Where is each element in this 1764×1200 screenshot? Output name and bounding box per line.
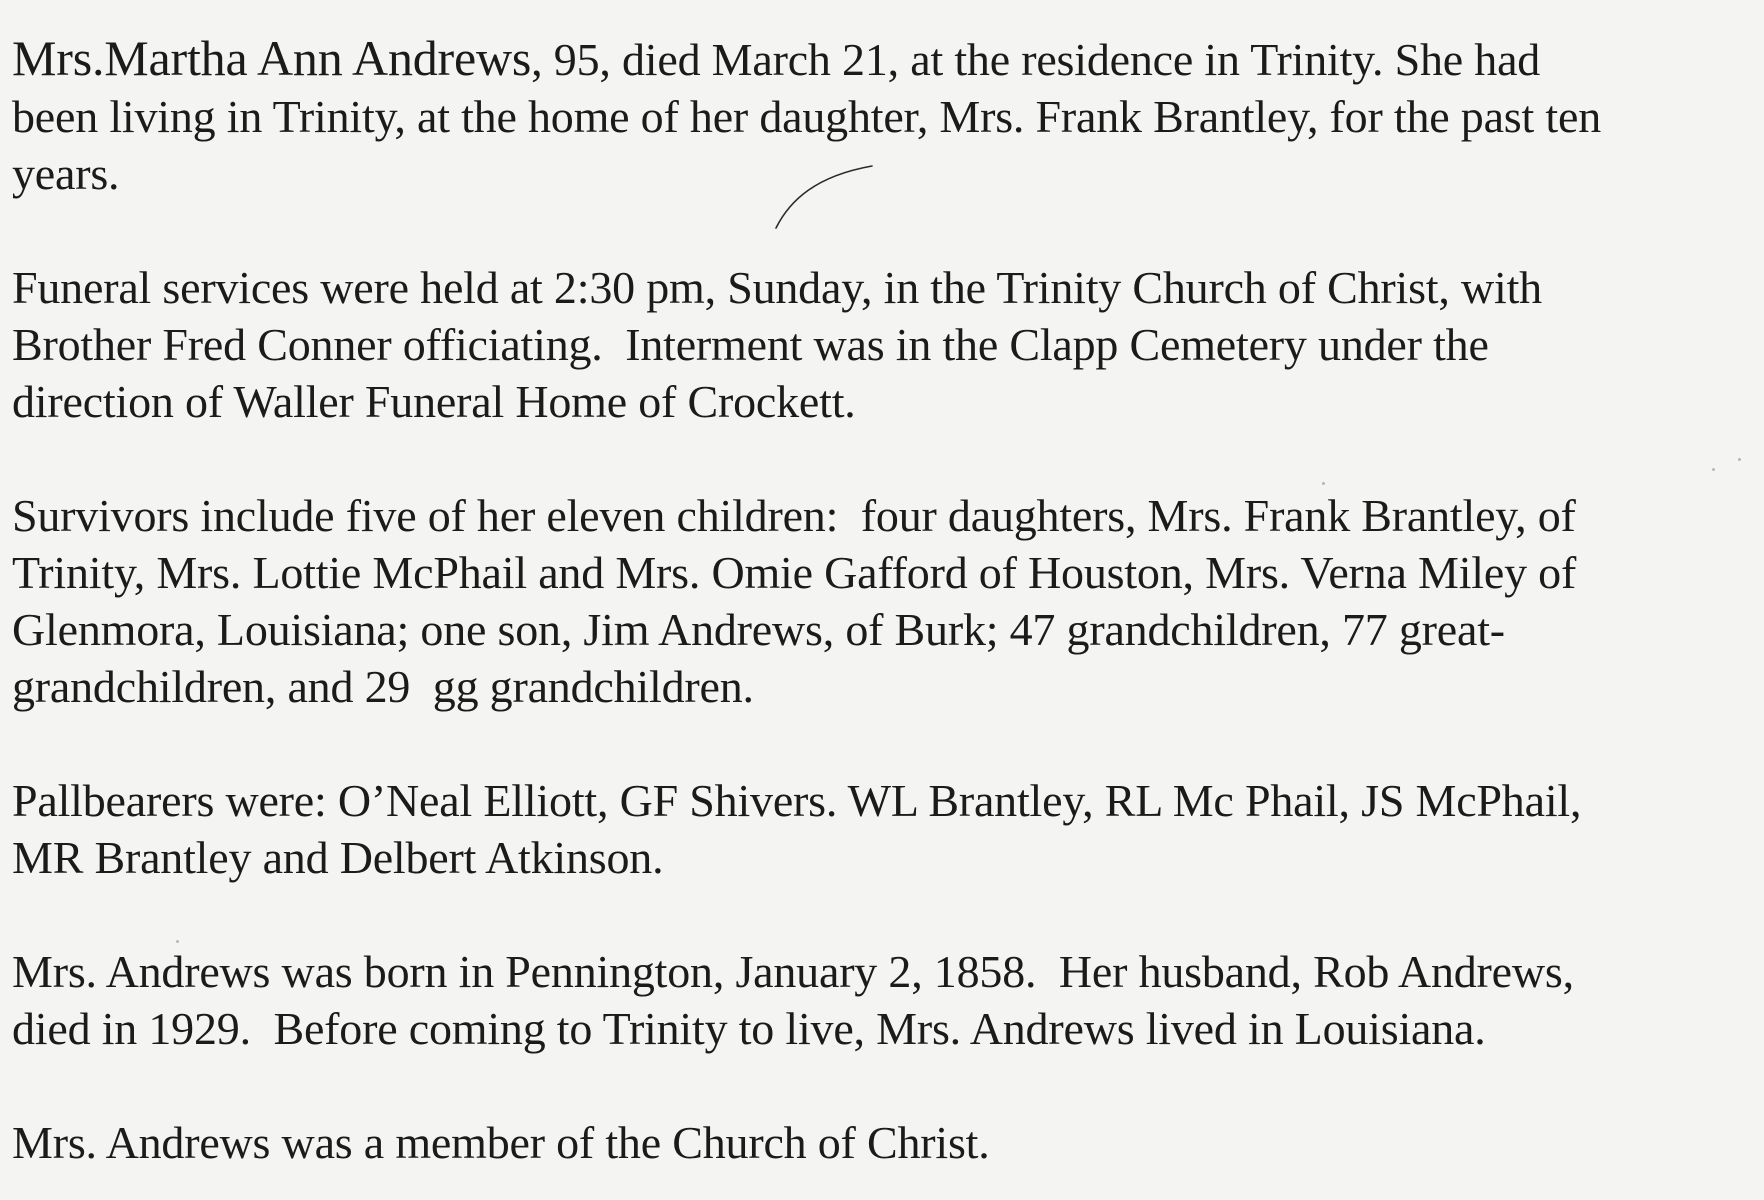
paragraph-biography [12,943,1752,1057]
paragraph-funeral-services [12,259,1752,430]
deceased-name: Mrs.Martha Ann Andrews [12,30,532,86]
text-line: died in 1929. Before coming to Trinity to live, Mrs. Andrews lived in Louisiana. [12,1003,1486,1054]
paragraph-survivors [12,487,1752,715]
text-line: direction of Waller Funeral Home of Crockett. [12,376,856,427]
text-line: Survivors include five of her eleven children: four daughters, Mrs. Frank Brantley, of [12,490,1576,541]
text-line: Glenmora, Louisiana; one son, Jim Andrews, of Burk; 47 grandchildren, 77 great- [12,604,1505,655]
text-line: Funeral services were held at 2:30 pm, Sunday, in the Trinity Church of Christ, with [12,262,1542,313]
text-line: Trinity, Mrs. Lottie McPhail and Mrs. Omie Gafford of Houston, Mrs. Verna Miley of [12,547,1577,598]
text-line: Brother Fred Conner officiating. Interment was in the Clapp Cemetery under the [12,319,1489,370]
paragraph-church-membership [12,1114,1752,1171]
text-line: Mrs. Andrews was a member of the Church of Christ. [12,1117,990,1168]
text-line: years. [12,148,120,199]
text-line: Pallbearers were: O’Neal Elliott, GF Shivers. WL Brantley, RL Mc Phail, JS McPhail, [12,775,1582,826]
text-line: MR Brantley and Delbert Atkinson. [12,832,664,883]
text-line: , 95, died March 21, at the residence in Trinity. She had [531,34,1541,85]
text-line: grandchildren, and 29 gg grandchildren. [12,661,754,712]
obituary-text [12,30,1752,1171]
paragraph-pallbearers [12,772,1752,886]
text-line: Mrs. Andrews was born in Pennington, January 2, 1858. Her husband, Rob Andrews, [12,946,1574,997]
paragraph-death-notice [12,30,1752,202]
text-line: been living in Trinity, at the home of her daughter, Mrs. Frank Brantley, for the past ten [12,91,1601,142]
